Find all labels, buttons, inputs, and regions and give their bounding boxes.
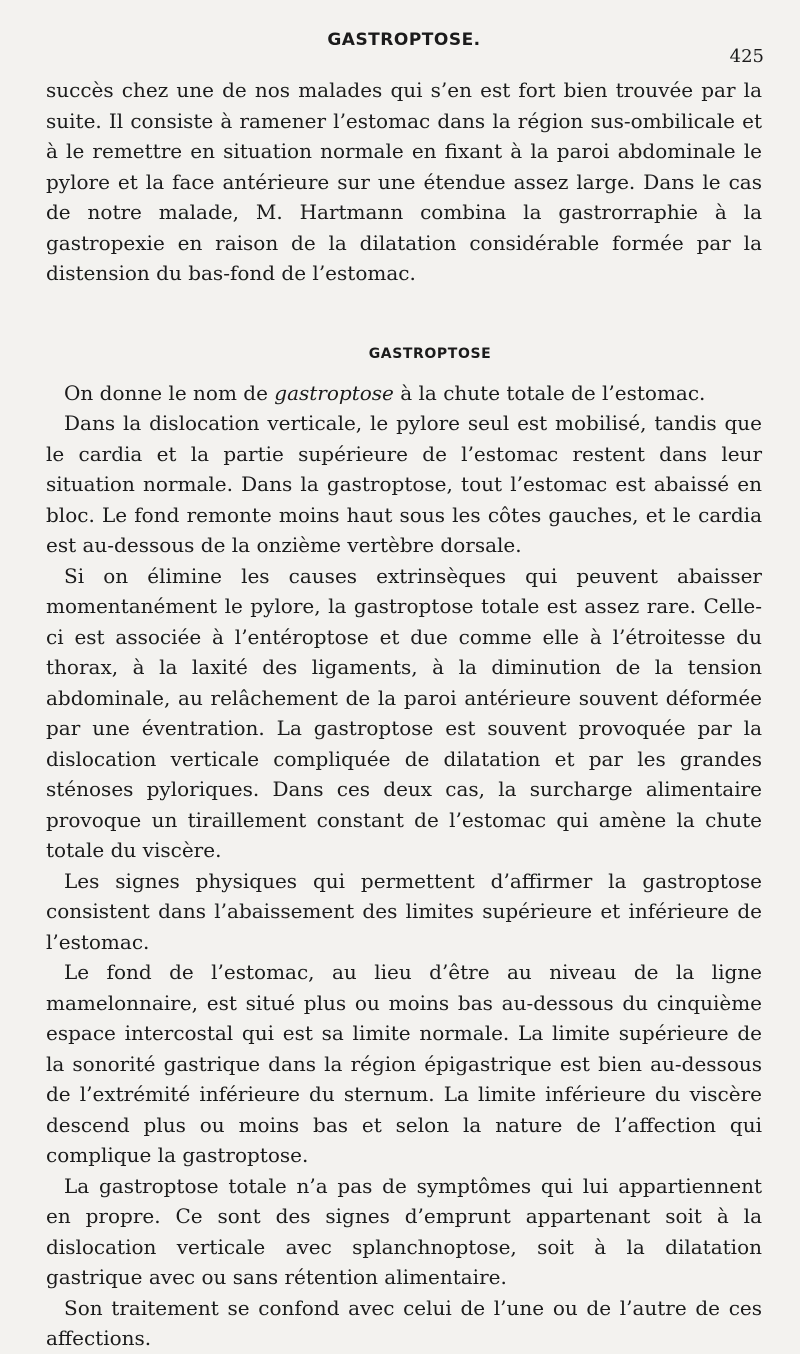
intro-term: gastroptose (274, 380, 394, 405)
intro-paragraph (46, 378, 762, 409)
intro-text-after: à la chute totale de l’estomac. (393, 380, 706, 405)
body-paragraph-6: Son traitement se confond avec celui de l’une ou de l’autre de ces affections. (46, 1295, 762, 1350)
body-paragraph-3: Les signes physiques qui permettent d’affirmer la gastroptose consistent dans l’abaissement des limites supérieure et inférieure de l’estomac. (46, 868, 762, 954)
page-number: 425 (729, 46, 764, 67)
running-title: GASTROPTOSE. (327, 30, 481, 50)
body-paragraph-5: La gastroptose totale n’a pas de symptômes qui lui appartiennent en propre. Ce sont des signes d’emprunt appartenant soit à la dislocation verticale avec splanchnoptose, soit à la dilatation gastrique avec ou sans rétention alimentaire. (46, 1173, 762, 1289)
section-heading: GASTROPTOSE (368, 345, 492, 362)
body-paragraph-1: Dans la dislocation verticale, le pylore seul est mobilisé, tandis que le cardia et la partie supérieure de l’estomac restent dans leur situation normale. Dans la gastroptose, tout l’estomac est abaissé en bloc. Le fond remonte moins haut sous les côtes gauches, et le cardia est au-dessous de la onzième vertèbre dorsale. (46, 411, 762, 557)
continuation-paragraph: succès chez une de nos malades qui s’en est fort bien trouvée par la suite. Il consiste à ramener l’estomac dans la région sus-ombilicale et à le remettre en situation normale en fixant à la paroi abdominale le pylore et la face antérieure sur une étendue assez large. Dans le cas de notre malade, M. Hartmann combina la gastrorraphie à la gastropexie en raison de la dilatation considérable formée par la distension du bas-fond de l’estomac. (46, 78, 762, 285)
intro-text-before: On donne le nom de (64, 380, 275, 405)
body-paragraph-2: Si on élimine les causes extrinsèques qui peuvent abaisser momentanément le pylore, la gastroptose totale est assez rare. Celle-ci est associée à l’entéroptose et due comme elle à l’étroitesse du thorax, à la laxité des ligaments, à la diminution de la tension abdominale, au relâchement de la paroi antérieure souvent déformée par une éventration. La gastroptose est souvent provoquée par la dislocation verticale compliquée de dilatation et par les grandes sténoses pyloriques. Dans ces deux cas, la surcharge alimentaire provoque un tiraillement constant de l’estomac qui amène la chute totale du viscère. (46, 563, 762, 862)
running-head (46, 30, 764, 67)
body-paragraph-4: Le fond de l’estomac, au lieu d’être au niveau de la ligne mamelonnaire, est situé plus ou moins bas au-dessous du cinquième espace intercostal qui est sa limite normale. La limite supérieure de la sonorité gastrique dans la région épigastrique est bien au-dessous de l’extrémité inférieure du sternum. La limite inférieure du viscère descend plus ou moins bas et selon la nature de l’affection qui complique la gastroptose. (46, 960, 762, 1167)
